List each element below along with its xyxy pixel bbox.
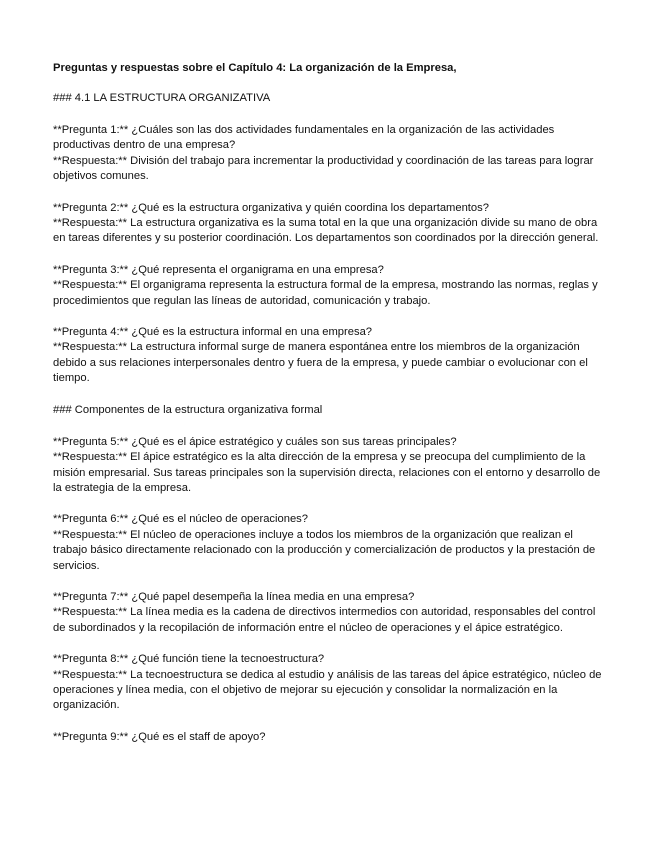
question-3: **Pregunta 3:** ¿Qué representa el organigrama en una empresa? — [53, 263, 384, 276]
question-1: **Pregunta 1:** ¿Cuáles son las dos actividades fundamentales en la organización de las actividades productivas dentro de una empresa? — [53, 124, 555, 152]
question-4: **Pregunta 4:** ¿Qué es la estructura informal en una empresa? — [53, 326, 373, 339]
qa-item — [53, 263, 605, 309]
section-heading-componentes: ### Componentes de la estructura organizativa formal — [53, 403, 323, 416]
qa-item — [53, 435, 605, 497]
qa-item — [53, 730, 605, 745]
qa-item — [53, 590, 605, 636]
qa-item — [53, 123, 605, 185]
answer-7: **Respuesta:** La línea media es la cadena de directivos intermedios con autoridad, responsables del control de subordinados y la recopilación de información entre el núcleo de operaciones y el ápice estratégico. — [53, 606, 596, 634]
answer-6: **Respuesta:** El núcleo de operaciones incluye a todos los miembros de la organización que realizan el trabajo básico directamente relacionado con la producción y comercialización de productos y la prestación de servicios. — [53, 528, 596, 572]
qa-item — [53, 652, 605, 714]
question-5: **Pregunta 5:** ¿Qué es el ápice estratégico y cuáles son sus tareas principales? — [53, 435, 457, 448]
answer-1: **Respuesta:** División del trabajo para incrementar la productividad y coordinación de las tareas para lograr objetivos comunes. — [53, 154, 594, 183]
answer-4: **Respuesta:** La estructura informal surge de manera espontánea entre los miembros de la organización debido a sus relaciones interpersonales dentro y fuera de la empresa, y puede cambiar o evolucionar con el tiempo. — [53, 341, 588, 385]
qa-item — [53, 201, 605, 247]
answer-8: **Respuesta:** La tecnoestructura se dedica al estudio y análisis de las tareas del ápice estratégico, núcleo de operaciones y línea media, con el objetivo de mejorar su ejecución y consolidar la normalización en la organización. — [53, 668, 602, 712]
qa-item — [53, 512, 605, 574]
answer-5: **Respuesta:** El ápice estratégico es la alta dirección de la empresa y se preocupa del cumplimiento de la misión empresarial. Sus tareas principales son la supervisión directa, relaciones con el entorno y desarrollo de la estrategia de la empresa. — [53, 451, 601, 494]
answer-3: **Respuesta:** El organigrama representa la estructura formal de la empresa, mostrando las normas, reglas y procedimientos que regulan las líneas de autoridad, comunicación y trabajo. — [53, 279, 598, 307]
document-title: Preguntas y respuestas sobre el Capítulo 4: La organización de la Empresa, — [53, 62, 457, 74]
question-2: **Pregunta 2:** ¿Qué es la estructura organizativa y quién coordina los departamentos? — [53, 201, 489, 214]
question-8: **Pregunta 8:** ¿Qué función tiene la tecnoestructura? — [53, 653, 325, 666]
qa-item — [53, 325, 605, 387]
question-7: **Pregunta 7:** ¿Qué papel desempeña la línea media en una empresa? — [53, 590, 415, 603]
question-6: **Pregunta 6:** ¿Qué es el núcleo de operaciones? — [53, 513, 308, 526]
section-heading-estructura: ### 4.1 LA ESTRUCTURA ORGANIZATIVA — [53, 92, 271, 104]
answer-2: **Respuesta:** La estructura organizativa es la suma total en la que una organización divide su mano de obra en tareas diferentes y su posterior coordinación. Los departamentos son coordinados por la dirección general. — [53, 217, 599, 245]
question-9: **Pregunta 9:** ¿Qué es el staff de apoyo? — [53, 730, 266, 743]
